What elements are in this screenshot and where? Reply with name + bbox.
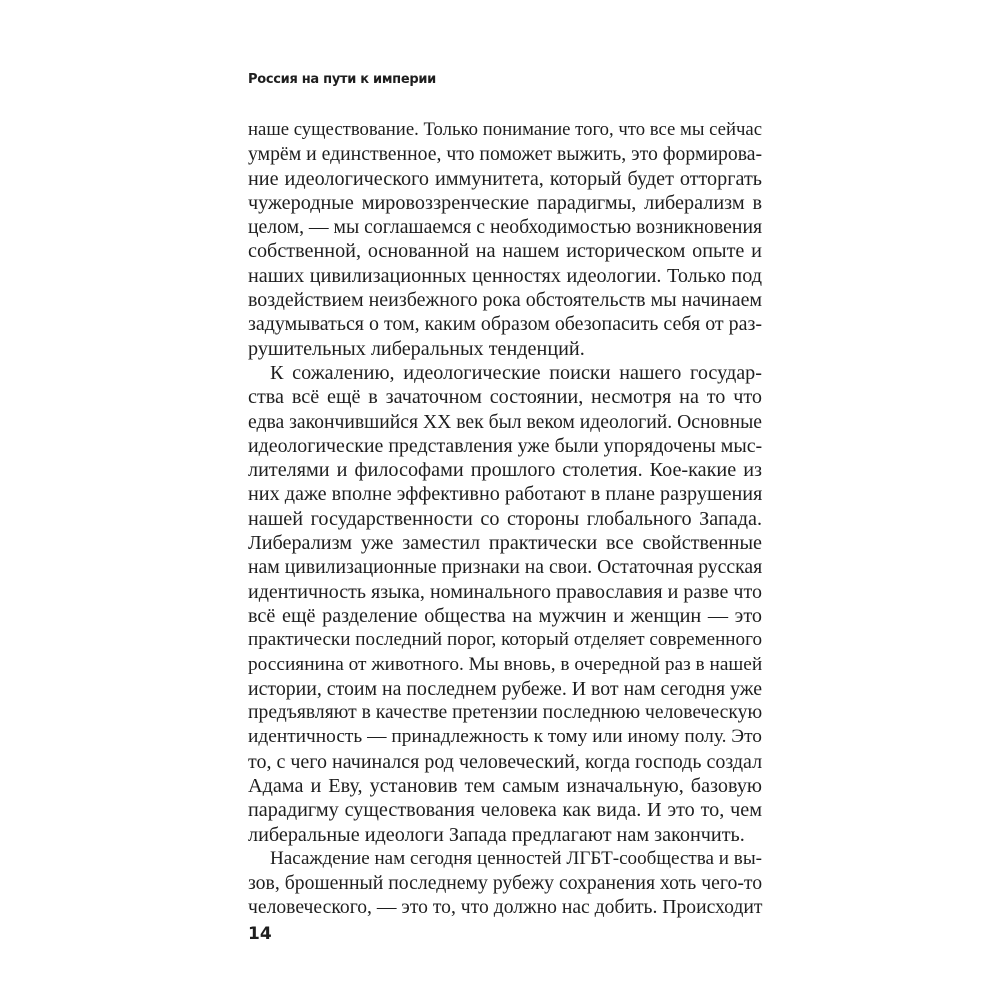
text-line: нам цивилизационные признаки на свои. Остаточная русская (248, 556, 763, 579)
text-line: всё ещё разделение общества на мужчин и женщин — это (248, 604, 762, 627)
text-line: собственной, основанной на нашем историческом опыте и (248, 240, 762, 263)
text-line: человеческого, — это то, что должно нас добить. Происходит (248, 896, 763, 918)
body-text (248, 118, 762, 920)
text-line: умрём и единственное, что поможет выжить, это формирова- (248, 143, 763, 166)
text-line: К сожалению, идеологические поиски нашего государ- (270, 361, 762, 384)
text-line: Адама и Еву, установив тем самым изначальную, базовую (248, 775, 762, 798)
text-line: либеральные идеологи Запада предлагают нам закончить. (248, 823, 745, 846)
text-line: воздействием неизбежного рока обстоятельств мы начинаем (248, 289, 763, 312)
text-line: парадигму существования человека как вида. И это то, чем (248, 799, 762, 822)
text-line: то, с чего начинался род человеческий, когда господь создал (248, 750, 763, 773)
text-line: рушительных либеральных тенденций. (248, 337, 585, 360)
text-line: ние идеологического иммунитета, который будет отторгать (248, 167, 762, 190)
text-line: Насаждение нам сегодня ценностей ЛГБТ-сообщества и вы- (270, 847, 762, 869)
text-line: них даже вполне эффективно работают в плане разрушения (248, 483, 763, 506)
text-line: практически последний порог, который отделяет современного (248, 629, 762, 651)
text-line: наших цивилизационных ценностях идеологии. Только под (248, 264, 762, 287)
text-line: россиянина от животного. Мы вновь, в очередной раз в нашей (248, 653, 763, 675)
text-line: наше существование. Только понимание того, что все мы сейчас (248, 119, 763, 140)
page-number: 14 (248, 924, 272, 944)
text-line: едва закончившийся XX век был веком идеологий. Основные (248, 410, 762, 433)
text-line: идентичность — принадлежность к тому или иному полу. Это (248, 726, 762, 748)
text-line: зов, брошенный последнему рубежу сохранения хоть чего-то (248, 872, 763, 895)
text-line: нашей государственности со стороны глобального Запада. (248, 507, 762, 530)
text-line: ства всё ещё в зачаточном состоянии, несмотря на то что (248, 386, 762, 409)
text-line: предъявляют в качестве претензии последнюю человеческую (248, 702, 763, 724)
text-line: целом, — мы соглашаемся с необходимостью возникновения (248, 216, 763, 239)
text-line: Либерализм уже заместил практически все свойственные (248, 532, 762, 555)
running-head-title: Россия на пути к империи (248, 72, 436, 87)
text-line: истории, стоим на последнем рубеже. И вот нам сегодня уже (248, 677, 762, 700)
text-line: идеологические представления уже были упорядочены мыс- (248, 434, 763, 457)
text-line: лителями и философами прошлого столетия. Кое-какие из (248, 459, 762, 482)
text-line: задумываться о том, каким образом обезопасить себя от раз- (248, 313, 762, 336)
text-line: чужеродные мировоззренческие парадигмы, либерализм в (248, 191, 762, 214)
text-line: идентичность языка, номинального православия и разве что (248, 580, 762, 603)
